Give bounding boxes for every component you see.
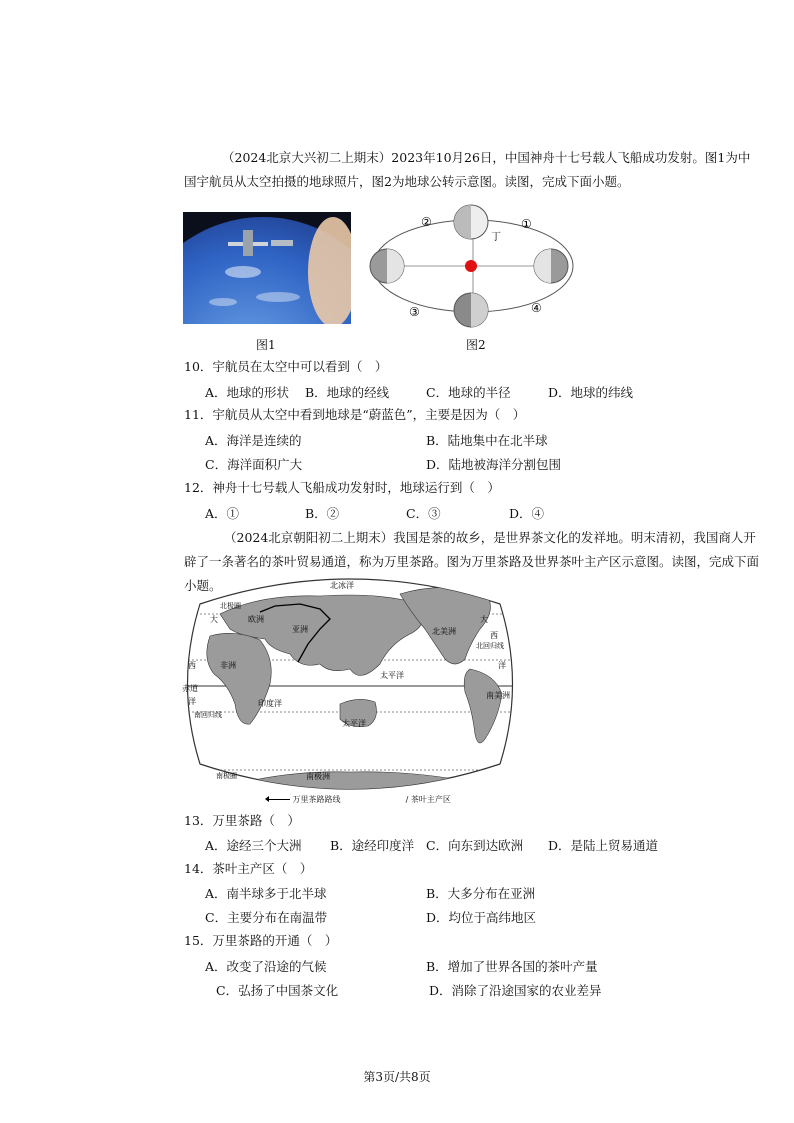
- label-n4: ④: [531, 301, 542, 315]
- map-label-pacific-s: 太平洋: [342, 719, 366, 728]
- intro-text-1: （2024北京大兴初二上期末）2023年10月26日，中国神舟十七号载人飞船成功发射。图1为中国宇航员从太空拍摄的地球照片，图2为地球公转示意图。读图，完成下面小题。: [184, 150, 751, 189]
- map-label-arctic: 北冰洋: [330, 581, 354, 590]
- label-n3: ③: [409, 305, 420, 319]
- map-label-yang2: 洋: [498, 661, 506, 670]
- figure-1-caption: 图1: [256, 338, 276, 352]
- map-label-xi2: 西: [490, 631, 498, 640]
- q13-option-d[interactable]: D．是陆上贸易通道: [548, 838, 659, 853]
- q11-option-a[interactable]: A．海洋是连续的: [205, 433, 302, 448]
- map-label-nhgx: 北回归线: [476, 642, 504, 650]
- q12-option-d[interactable]: D．④: [509, 506, 545, 521]
- map-label-asia: 亚洲: [292, 625, 308, 634]
- map-label-snhgx: 南回归线: [194, 711, 222, 719]
- question-14-stem: 14．茶叶主产区（ ）: [184, 861, 313, 876]
- map-label-da: 大: [210, 615, 218, 624]
- route-legend-icon: [268, 799, 290, 800]
- label-n1: ①: [521, 217, 532, 231]
- map-label-equator: 赤道: [182, 684, 198, 693]
- q10-option-a[interactable]: A．地球的形状: [205, 385, 290, 400]
- label-ding: 丁: [491, 232, 501, 243]
- q13-option-a[interactable]: A．途经三个大洲: [205, 838, 302, 853]
- q13-option-c[interactable]: C．向东到达欧洲: [426, 838, 524, 853]
- intro-paragraph-1: [184, 146, 754, 194]
- figure-1-earth-photo: [183, 212, 351, 324]
- q10-option-d[interactable]: D．地球的纬线: [548, 385, 634, 400]
- q11-option-c[interactable]: C．海洋面积广大: [205, 457, 303, 472]
- q11-option-d[interactable]: D．陆地被海洋分割包围: [426, 457, 562, 472]
- tea-legend-label: 茶叶主产区: [410, 795, 451, 804]
- question-10-stem: 10．宇航员在太空中可以看到（ ）: [184, 359, 388, 374]
- q14-option-d[interactable]: D．均位于高纬地区: [426, 910, 537, 925]
- figure-2-revolution-diagram: [365, 200, 585, 330]
- q15-option-a[interactable]: A．改变了沿途的气候: [205, 959, 327, 974]
- page-number: 第3页/共8页: [363, 1070, 431, 1084]
- map-label-na: 北美洲: [432, 627, 456, 636]
- route-legend-label: 万里茶路路线: [292, 795, 341, 804]
- q14-option-a[interactable]: A．南半球多于北半球: [205, 886, 327, 901]
- question-12-stem: 12．神舟十七号载人飞船成功发射时，地球运行到（ ）: [184, 480, 500, 495]
- label-n2: ②: [421, 215, 432, 229]
- map-label-africa: 非洲: [220, 661, 236, 670]
- q15-option-c[interactable]: C．弘扬了中国茶文化: [216, 983, 339, 998]
- figure-2-caption: 图2: [466, 338, 486, 352]
- map-label-beiji: 北极圈: [220, 602, 241, 610]
- tea-leaf-icon: ∕: [405, 795, 409, 804]
- map-label-yang: 洋: [188, 697, 196, 706]
- map-label-pacific: 太平洋: [380, 671, 404, 680]
- intro-text-2: （2024北京朝阳初二上期末）我国是茶的故乡，是世界茶文化的发祥地。明末清初，我国商人开辟了一条著名的茶叶贸易通道，称为万里茶路。图为万里茶路及世界茶叶主产区示意图。读图，完成下面小题。: [184, 530, 760, 593]
- map-label-indian: 印度洋: [258, 699, 282, 708]
- question-15-stem: 15．万里茶路的开通（ ）: [184, 933, 338, 948]
- question-11-stem: 11．宇航员从太空中看到地球是“蔚蓝色”，主要是因为（ ）: [184, 407, 526, 422]
- map-legend: [268, 794, 451, 805]
- q14-option-b[interactable]: B．大多分布在亚洲: [426, 886, 536, 901]
- map-label-da2: 大: [480, 615, 488, 624]
- q14-option-c[interactable]: C．主要分布在南温带: [205, 910, 328, 925]
- map-label-antarctica: 南极洲: [306, 772, 330, 781]
- world-map-tea-road: [180, 574, 520, 806]
- q15-option-b[interactable]: B．增加了世界各国的茶叶产量: [426, 959, 598, 974]
- q12-option-b[interactable]: B．②: [305, 506, 340, 521]
- map-label-xi: 西: [188, 661, 196, 670]
- q12-option-a[interactable]: A．①: [205, 506, 240, 521]
- map-label-nanji: 南极圈: [216, 772, 237, 780]
- q10-option-c[interactable]: C．地球的半径: [426, 385, 511, 400]
- q15-option-d[interactable]: D．消除了沿途国家的农业差异: [429, 983, 602, 998]
- map-label-europe: 欧洲: [248, 615, 264, 624]
- question-13-stem: 13．万里茶路（ ）: [184, 813, 300, 828]
- q13-option-b[interactable]: B．途经印度洋: [330, 838, 415, 853]
- map-label-sa: 南美洲: [486, 691, 510, 700]
- q10-option-b[interactable]: B．地球的经线: [305, 385, 390, 400]
- q12-option-c[interactable]: C．③: [406, 506, 441, 521]
- q11-option-b[interactable]: B．陆地集中在北半球: [426, 433, 548, 448]
